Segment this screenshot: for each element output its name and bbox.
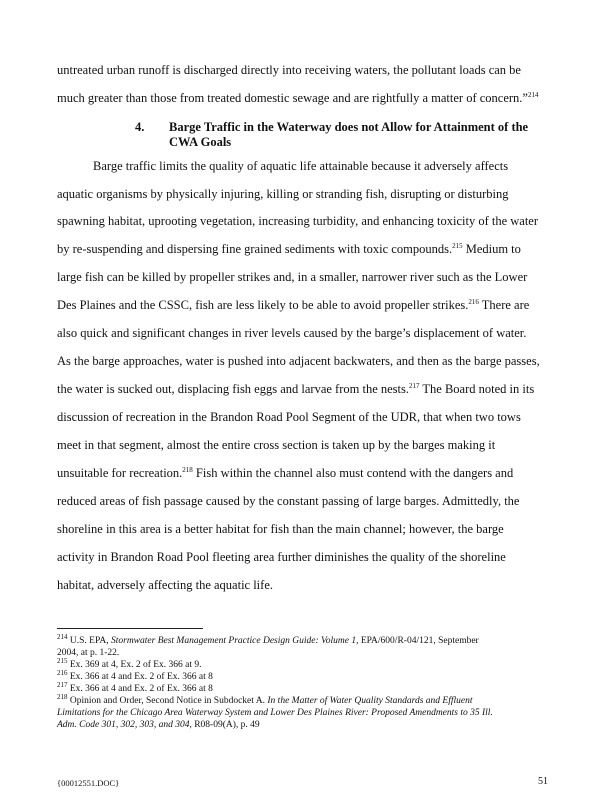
body-line: As the barge approaches, water is pushed into adjacent backwaters, and then as the barge passes, — [57, 354, 540, 368]
body-line: habitat, adversely affecting the aquatic life. — [57, 578, 273, 592]
body-line: activity in Brandon Road Pool fleeting area further diminishes the quality of the shoreline — [57, 550, 506, 564]
footnote-ref: 214 — [527, 90, 539, 99]
body-line: unsuitable for recreation.$^{218}$ Fish within the channel also must contend with the dangers and — [57, 465, 514, 480]
body-line: discussion of recreation in the Brandon Road Pool Segment of the UDR, that when two tows — [57, 410, 521, 424]
footnote-218-cont2: Adm. Code 301, 302, 303, and 304, R08-09(A), p. 49 — [57, 720, 260, 730]
footnote-217: $^{217}$ Ex. 366 at 4 and Ex. 2 of Ex. 366 at 8 — [57, 680, 213, 694]
body-line: by re-suspending and dispersing fine grained sediments with toxic compounds.$^{215}$ Medium to — [57, 241, 521, 256]
section-title: Barge Traffic in the Waterway does not Allow for Attainment of the — [169, 120, 529, 134]
footnote-216: $^{216}$ Ex. 366 at 4 and Ex. 2 of Ex. 366 at 8 — [57, 668, 213, 682]
footnote-ref: 215 — [452, 241, 463, 250]
footnote-ref: 218 — [182, 465, 193, 474]
document-id: {00012551.DOC} — [57, 778, 120, 788]
body-line: also quick and significant changes in river levels caused by the barge’s displacement of water. — [57, 326, 527, 340]
section-number: 4. — [135, 120, 145, 134]
body-line: reduced areas of fish passage caused by the constant passing of large barges. Admittedly, the — [57, 494, 520, 508]
footnote-218: $^{218}$ Opinion and Order, Second Notice in Subdocket A. In the Matter of Water Quality Standards and Effluent — [57, 692, 473, 706]
footnote-ref: 217 — [409, 381, 420, 390]
body-line: aquatic organisms by physically injuring, killing or stranding fish, disrupting or disturbing — [57, 187, 509, 201]
footnote-214-cont: 2004, at p. 1-22. — [57, 648, 120, 658]
body-line: meet in that segment, almost the entire cross section is taken up by the barges making it — [57, 438, 496, 452]
body-line: Des Plaines and the CSSC, fish are less likely to be able to avoid propeller strikes.$^{216}$ There are — [57, 297, 530, 312]
section-heading-cont: CWA Goals — [169, 135, 232, 149]
footnote-ref: 216 — [468, 297, 479, 306]
body-line: the water is sucked out, displacing fish eggs and larvae from the nests.$^{217}$ The Board noted in its — [57, 381, 535, 396]
body-line: shoreline in this area is a better habitat for fish than the main channel; however, the barge — [57, 522, 504, 536]
footnote-214: $^{214}$ U.S. EPA, Stormwater Best Management Practice Design Guide: Volume 1, EPA/600/R-04/121, September — [57, 632, 479, 646]
footnote-218-cont: Limitations for the Chicago Area Waterway System and Lower Des Plaines River: Proposed Amendments to 35 Ill. — [57, 708, 493, 718]
footnote-divider — [57, 628, 203, 629]
section-heading — [135, 119, 528, 135]
page-number: 51 — [538, 776, 548, 787]
body-line: Barge traffic limits the quality of aquatic life attainable because it adversely affects — [93, 159, 509, 173]
body-line: untreated urban runoff is discharged directly into receiving waters, the pollutant loads can be — [57, 63, 521, 77]
footnote-215: $^{215}$ Ex. 369 at 4, Ex. 2 of Ex. 366 at 9. — [57, 656, 202, 670]
body-line: spawning habitat, uprooting vegetation, increasing turbidity, and enhancing toxicity of the water — [57, 214, 539, 228]
body-line: large fish can be killed by propeller strikes and, in a smaller, narrower river such as the Lower — [57, 270, 528, 284]
body-line: much greater than those from treated domestic sewage and are rightfully a matter of concern.”$^{214}$ — [57, 90, 539, 105]
